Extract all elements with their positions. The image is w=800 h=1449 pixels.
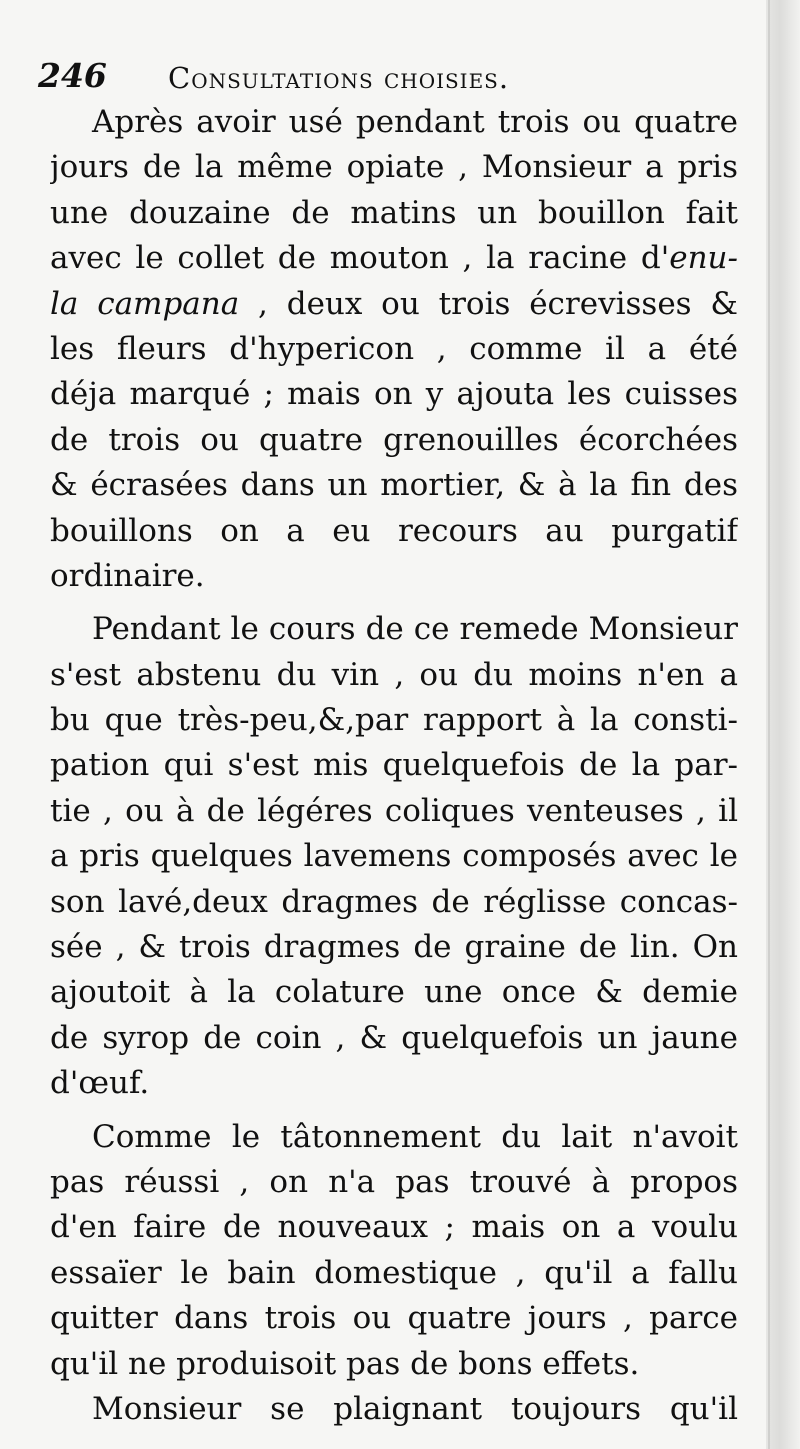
text-segment: avec le collet de mouton , la racine d' <box>50 240 670 277</box>
text-line: Comme le tâtonnement du lait n'avoit <box>92 1118 738 1155</box>
italic-text: enu- <box>669 240 738 277</box>
paragraph-3 <box>50 1115 738 1387</box>
text-line: de trois ou quatre grenouilles écorchées <box>50 421 738 458</box>
text-line: tie , ou à de légéres coliques venteuses , il <box>50 792 738 829</box>
page-edge <box>766 0 800 1449</box>
text-line: jours de la même opiate , Monsieur a pris <box>50 149 738 186</box>
paragraph-4 <box>50 1387 738 1432</box>
body-text <box>50 100 738 1432</box>
text-line: Monsieur se plaignant toujours qu'il <box>92 1390 738 1427</box>
text-line: une douzaine de matins un bouillon fait <box>50 194 738 231</box>
text-line: essaïer le bain domestique , qu'il a fallu <box>50 1254 738 1291</box>
text-line: ordinaire. <box>50 557 205 594</box>
text-line: ajoutoit à la colature une once & demie <box>50 974 738 1011</box>
italic-text: la campana <box>50 285 240 322</box>
text-line: a pris quelques lavemens composés avec le <box>50 838 738 875</box>
running-head <box>38 54 738 98</box>
text-line: qu'il ne produisoit pas de bons effets. <box>50 1345 640 1382</box>
text-line: d'œuf. <box>50 1065 150 1102</box>
text-line <box>50 236 738 281</box>
text-line: bouillons on a eu recours au purgatif <box>50 512 738 549</box>
text-line <box>50 282 738 327</box>
text-line: Après avoir usé pendant trois ou quatre <box>92 104 738 140</box>
text-line: de syrop de coin , & quelquefois un jaune <box>50 1019 738 1056</box>
paragraph-2 <box>50 607 738 1106</box>
text-line: bu que très-peu,&,par rapport à la consti- <box>50 702 738 739</box>
text-line: d'en faire de nouveaux ; mais on a voulu <box>50 1209 738 1246</box>
page-number: 246 <box>38 56 107 95</box>
text-line: déja marqué ; mais on y ajouta les cuisses <box>50 376 738 413</box>
text-line: son lavé,deux dragmes de réglisse concas- <box>50 883 738 920</box>
text-line: quitter dans trois ou quatre jours , parce <box>50 1300 738 1337</box>
text-line: pation qui s'est mis quelquefois de la par- <box>50 747 738 784</box>
text-line: les fleurs d'hypericon , comme il a été <box>50 330 738 367</box>
running-title: Consultations choisies. <box>168 61 510 95</box>
text-segment: , deux ou trois écrevisses & <box>239 285 738 322</box>
text-line: Pendant le cours de ce remede Monsieur <box>92 611 738 648</box>
paragraph-1 <box>50 100 738 599</box>
text-line: pas réussi , on n'a pas trouvé à propos <box>50 1163 738 1200</box>
text-line: s'est abstenu du vin , ou du moins n'en a <box>50 656 738 693</box>
text-line: & écrasées dans un mortier, & à la fin des <box>50 467 738 504</box>
page-fold-line <box>768 0 770 1449</box>
text-line: sée , & trois dragmes de graine de lin. On <box>50 929 738 966</box>
